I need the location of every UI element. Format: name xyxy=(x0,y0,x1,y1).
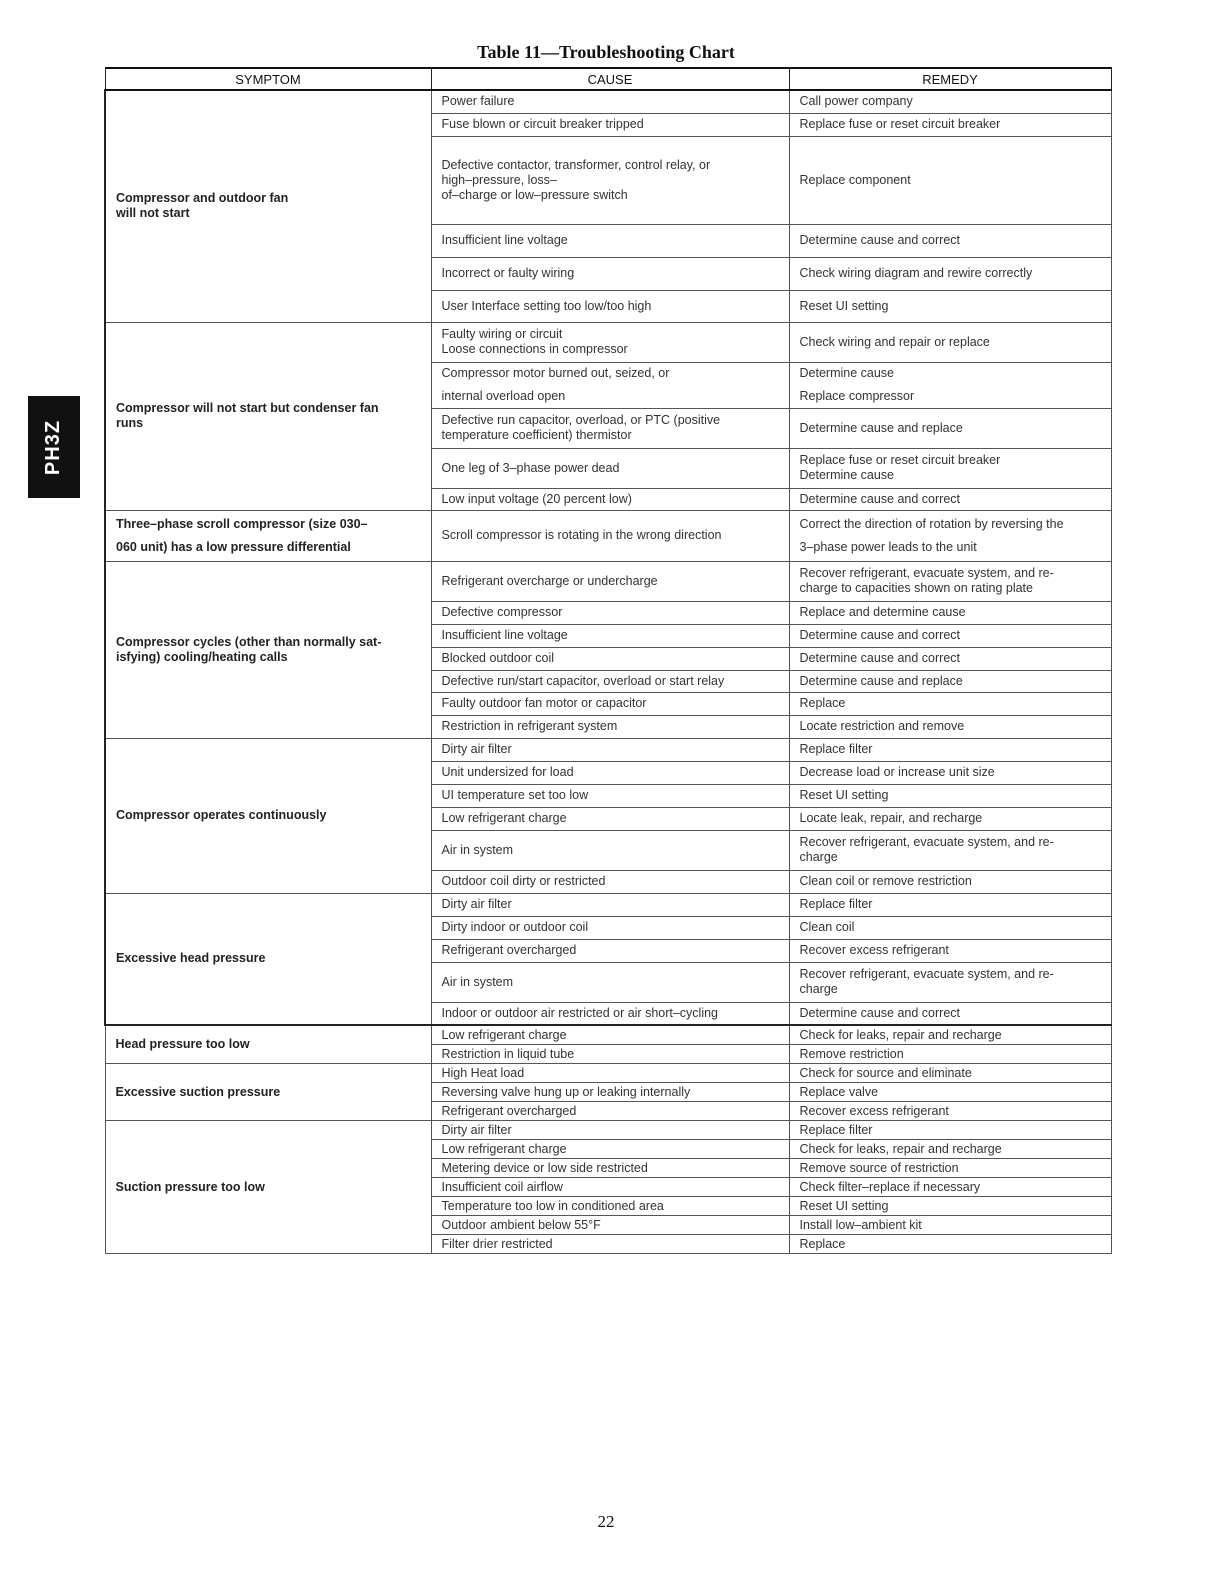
remedy-cell: Remove source of restriction xyxy=(789,1158,1111,1177)
page-number: 22 xyxy=(597,1512,615,1531)
cause-cell: Insufficient line voltage xyxy=(431,224,789,257)
cause-cell: Outdoor ambient below 55°F xyxy=(431,1215,789,1234)
cause-cell: Compressor motor burned out, seized, or xyxy=(431,362,789,385)
remedy-cell: Correct the direction of rotation by reversing the 3–phase power leads to the unit xyxy=(789,510,1111,561)
table-row xyxy=(105,90,1111,113)
remedy-cell: Locate leak, repair, and recharge xyxy=(789,807,1111,830)
remedy-cell: Replace valve xyxy=(789,1082,1111,1101)
remedy-cell: Determine cause and correct xyxy=(789,224,1111,257)
cause-cell: Defective compressor xyxy=(431,601,789,624)
remedy-cell: Replace filter xyxy=(789,893,1111,916)
remedy-cell: Determine cause xyxy=(789,362,1111,385)
cause-cell: Fuse blown or circuit breaker tripped xyxy=(431,113,789,136)
remedy-cell: Reset UI setting xyxy=(789,1196,1111,1215)
table-row xyxy=(105,1063,1111,1082)
remedy-cell: Replace component xyxy=(789,136,1111,224)
cause-cell: UI temperature set too low xyxy=(431,784,789,807)
table-row xyxy=(105,561,1111,601)
table-row xyxy=(105,893,1111,916)
cause-cell: Dirty air filter xyxy=(431,893,789,916)
remedy-cell: Replace compressor xyxy=(789,385,1111,408)
remedy-cell: Decrease load or increase unit size xyxy=(789,761,1111,784)
cause-cell: Restriction in liquid tube xyxy=(431,1044,789,1063)
cause-cell: Insufficient line voltage xyxy=(431,624,789,647)
remedy-cell: Clean coil or remove restriction xyxy=(789,870,1111,893)
cause-cell: Faulty wiring or circuit Loose connections in compressor xyxy=(431,322,789,362)
table-row xyxy=(105,1120,1111,1139)
cause-cell: Filter drier restricted xyxy=(431,1234,789,1253)
cause-cell: Air in system xyxy=(431,830,789,870)
remedy-cell: Recover excess refrigerant xyxy=(789,939,1111,962)
cause-cell: User Interface setting too low/too high xyxy=(431,290,789,322)
remedy-cell: Determine cause and correct xyxy=(789,488,1111,510)
cause-cell: Refrigerant overcharged xyxy=(431,939,789,962)
cause-cell: Incorrect or faulty wiring xyxy=(431,257,789,290)
remedy-cell: Replace fuse or reset circuit breaker Determine cause xyxy=(789,448,1111,488)
cause-cell: Blocked outdoor coil xyxy=(431,647,789,670)
symptom-group xyxy=(105,738,1111,893)
cause-cell: Scroll compressor is rotating in the wrong direction xyxy=(431,510,789,561)
symptom-cell: Suction pressure too low xyxy=(105,1120,431,1253)
remedy-cell: Determine cause and correct xyxy=(789,624,1111,647)
header-row xyxy=(105,68,1111,90)
remedy-cell: Determine cause and correct xyxy=(789,1002,1111,1025)
symptom-cell: Excessive suction pressure xyxy=(105,1063,431,1120)
symptom-group xyxy=(105,1120,1111,1253)
symptom-group xyxy=(105,893,1111,1025)
cause-cell: Refrigerant overcharged xyxy=(431,1101,789,1120)
remedy-cell: Replace and determine cause xyxy=(789,601,1111,624)
cause-cell: Refrigerant overcharge or undercharge xyxy=(431,561,789,601)
remedy-cell: Recover refrigerant, evacuate system, and re- charge to capacities shown on rating plate xyxy=(789,561,1111,601)
cause-cell: Dirty indoor or outdoor coil xyxy=(431,916,789,939)
remedy-cell: Determine cause and replace xyxy=(789,408,1111,448)
remedy-cell: Recover refrigerant, evacuate system, and re- charge xyxy=(789,962,1111,1002)
remedy-cell: Check wiring and repair or replace xyxy=(789,322,1111,362)
cause-cell: Reversing valve hung up or leaking internally xyxy=(431,1082,789,1101)
remedy-cell: Reset UI setting xyxy=(789,784,1111,807)
remedy-cell: Recover excess refrigerant xyxy=(789,1101,1111,1120)
symptom-group xyxy=(105,322,1111,510)
cause-cell: Indoor or outdoor air restricted or air short–cycling xyxy=(431,1002,789,1025)
symptom-cell: Compressor operates continuously xyxy=(105,738,431,893)
cause-cell: Power failure xyxy=(431,90,789,113)
header-remedy: REMEDY xyxy=(789,68,1111,90)
cause-cell: Low refrigerant charge xyxy=(431,1139,789,1158)
symptom-cell: Compressor and outdoor fan will not start xyxy=(105,90,431,322)
side-tab-label: PH3Z xyxy=(42,419,65,475)
table-row xyxy=(105,738,1111,761)
remedy-cell: Clean coil xyxy=(789,916,1111,939)
troubleshooting-table xyxy=(104,67,1112,1254)
table-title: Table 11—Troubleshooting Chart xyxy=(477,42,735,62)
symptom-cell: Compressor cycles (other than normally sat- isfying) cooling/heating calls xyxy=(105,561,431,738)
cause-cell: Faulty outdoor fan motor or capacitor xyxy=(431,692,789,715)
symptom-cell: Compressor will not start but condenser fan runs xyxy=(105,322,431,510)
cause-cell: Defective run capacitor, overload, or PTC (positive temperature coefficient) thermistor xyxy=(431,408,789,448)
remedy-cell: Check for leaks, repair and recharge xyxy=(789,1025,1111,1044)
table-row xyxy=(105,510,1111,561)
side-tab xyxy=(28,396,80,498)
cause-cell: Defective run/start capacitor, overload or start relay xyxy=(431,670,789,692)
remedy-cell: Replace filter xyxy=(789,738,1111,761)
cause-cell: Dirty air filter xyxy=(431,738,789,761)
cause-cell: Restriction in refrigerant system xyxy=(431,715,789,738)
symptom-group xyxy=(105,510,1111,561)
cause-cell: Low refrigerant charge xyxy=(431,1025,789,1044)
symptom-group xyxy=(105,1025,1111,1063)
remedy-cell: Call power company xyxy=(789,90,1111,113)
remedy-cell: Determine cause and correct xyxy=(789,647,1111,670)
remedy-cell: Remove restriction xyxy=(789,1044,1111,1063)
header-symptom: SYMPTOM xyxy=(105,68,431,90)
header-cause: CAUSE xyxy=(431,68,789,90)
remedy-cell: Check for leaks, repair and recharge xyxy=(789,1139,1111,1158)
remedy-cell: Recover refrigerant, evacuate system, and re- charge xyxy=(789,830,1111,870)
cause-cell: Dirty air filter xyxy=(431,1120,789,1139)
symptom-group xyxy=(105,90,1111,322)
cause-cell: Insufficient coil airflow xyxy=(431,1177,789,1196)
table-row xyxy=(105,322,1111,362)
symptom-cell: Three–phase scroll compressor (size 030– 060 unit) has a low pressure differential xyxy=(105,510,431,561)
cause-cell: Unit undersized for load xyxy=(431,761,789,784)
cause-cell: Air in system xyxy=(431,962,789,1002)
remedy-cell: Replace xyxy=(789,692,1111,715)
remedy-cell: Locate restriction and remove xyxy=(789,715,1111,738)
remedy-cell: Replace xyxy=(789,1234,1111,1253)
symptom-group xyxy=(105,561,1111,738)
cause-cell: One leg of 3–phase power dead xyxy=(431,448,789,488)
remedy-cell: Reset UI setting xyxy=(789,290,1111,322)
cause-cell: Low input voltage (20 percent low) xyxy=(431,488,789,510)
cause-cell: Temperature too low in conditioned area xyxy=(431,1196,789,1215)
symptom-cell: Excessive head pressure xyxy=(105,893,431,1025)
cause-cell: Outdoor coil dirty or restricted xyxy=(431,870,789,893)
cause-cell: Metering device or low side restricted xyxy=(431,1158,789,1177)
remedy-cell: Check wiring diagram and rewire correctly xyxy=(789,257,1111,290)
cause-cell: internal overload open xyxy=(431,385,789,408)
remedy-cell: Replace filter xyxy=(789,1120,1111,1139)
remedy-cell: Install low–ambient kit xyxy=(789,1215,1111,1234)
symptom-cell: Head pressure too low xyxy=(105,1025,431,1063)
remedy-cell: Determine cause and replace xyxy=(789,670,1111,692)
table-row xyxy=(105,1025,1111,1044)
remedy-cell: Replace fuse or reset circuit breaker xyxy=(789,113,1111,136)
cause-cell: High Heat load xyxy=(431,1063,789,1082)
remedy-cell: Check for source and eliminate xyxy=(789,1063,1111,1082)
symptom-group xyxy=(105,1063,1111,1120)
remedy-cell: Check filter–replace if necessary xyxy=(789,1177,1111,1196)
cause-cell: Low refrigerant charge xyxy=(431,807,789,830)
cause-cell: Defective contactor, transformer, control relay, or high–pressure, loss– of–charge or low–pressure switch xyxy=(431,136,789,224)
